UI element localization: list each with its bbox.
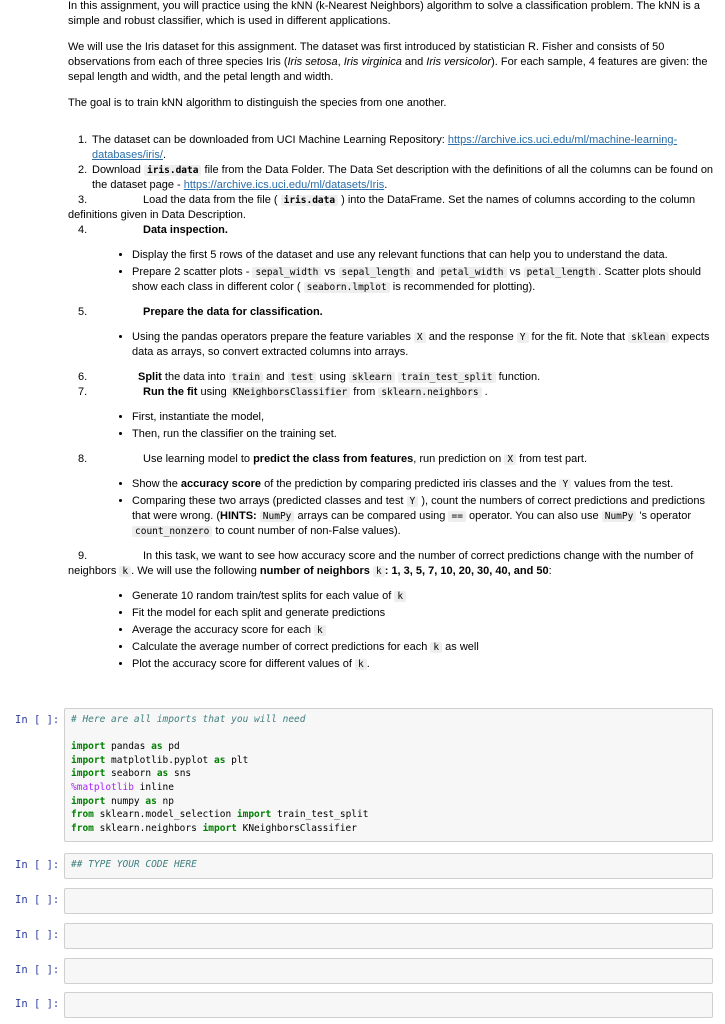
text: The dataset can be downloaded from UCI Machine Learning Repository: <box>92 134 448 146</box>
bullet <box>132 265 718 295</box>
text: and <box>401 56 427 68</box>
text: , <box>337 56 344 68</box>
code-cell-empty[interactable] <box>64 992 713 1018</box>
bold-text: accuracy score <box>180 478 262 490</box>
cell-prompt: In [ ]: <box>15 859 60 871</box>
inline-code: petal_length <box>524 267 599 278</box>
text: values from the test. <box>571 478 674 490</box>
bold-text: HINTS: <box>220 510 257 522</box>
step-9-bullets <box>68 589 718 672</box>
bold-text: : 1, 3, 5, 7, 10, 20, 30, 40, and 50 <box>384 565 549 577</box>
step-6 <box>68 370 718 385</box>
code-comment: # Here are all imports that you will need <box>71 714 306 725</box>
code-keyword: as <box>151 741 163 753</box>
text: ). For each sample, 4 features are given: the sepal length and width, and the petal length and width. <box>68 56 708 83</box>
code-text: plt <box>225 754 249 766</box>
text: Prepare 2 scatter plots - <box>132 266 253 278</box>
code-text: numpy <box>105 795 146 807</box>
text: operator. You can also use <box>465 510 602 522</box>
code-keyword: as <box>156 768 169 780</box>
code-cell-empty[interactable] <box>64 958 713 984</box>
text: Comparing these two arrays (predicted classes and test <box>132 495 407 507</box>
step-number: 6. <box>78 371 88 383</box>
code-keyword: from <box>71 809 94 821</box>
step-number: 1. <box>78 134 88 146</box>
text: In this task, we want to see how accuracy score and the number of correct predictions change with the number of neighbors <box>68 550 694 577</box>
step-7-bullets <box>92 410 718 442</box>
cell-prompt: In [ ]: <box>15 714 60 726</box>
code-block <box>71 858 706 872</box>
text: for the fit. Note that <box>528 331 629 343</box>
inline-code: train_test_split <box>398 372 496 383</box>
cell-prompt: In [ ]: <box>15 998 60 1010</box>
code-keyword: import <box>202 822 237 834</box>
bullet <box>132 657 718 672</box>
code-text: seaborn <box>105 768 157 780</box>
bullet: • Then, run the classifier on the training set. <box>132 427 718 442</box>
text: file from the Data Folder. The Data Set description with the definitions of all the columns can be found on the dataset page - <box>92 164 714 191</box>
species-versicolor: Iris versicolor <box>426 56 492 68</box>
text: from <box>350 386 379 398</box>
step-number: 4. <box>78 224 88 236</box>
text: expects data as arrays, so convert extracted columns into arrays. <box>132 331 710 358</box>
inline-code: iris.data <box>144 165 201 176</box>
iris-dataset-link[interactable]: https://archive.ics.uci.edu/ml/datasets/Iris <box>183 179 385 191</box>
code-cell-imports[interactable] <box>64 708 713 842</box>
text: using <box>197 386 230 398</box>
inline-code: k <box>373 566 385 577</box>
code-text: sklearn.model_selection <box>93 809 237 821</box>
text: Download <box>92 164 144 176</box>
inline-code: == <box>448 511 465 522</box>
inline-code: sepal_width <box>252 267 321 278</box>
inline-code: k <box>394 591 406 602</box>
steps-list <box>68 133 718 672</box>
cell-prompt: In [ ]: <box>15 894 60 906</box>
inline-code: sklearn <box>349 372 395 383</box>
code-keyword: as <box>214 754 226 766</box>
text: vs <box>506 266 524 278</box>
text: to count number of non-False values). <box>212 525 401 537</box>
inline-code: petal_width <box>438 267 507 278</box>
text: Generate 10 random train/test splits for each value of <box>132 590 395 602</box>
step-title: Split <box>138 371 162 383</box>
code-text: inline <box>133 781 174 793</box>
inline-code: sklearn.neighbors <box>378 387 481 398</box>
text: vs <box>321 266 339 278</box>
text: . <box>162 149 166 161</box>
inline-code: k <box>119 566 131 577</box>
step-8-bullets <box>92 477 718 539</box>
text: . <box>384 179 388 191</box>
step-number: 7. <box>78 386 88 398</box>
text: , run prediction on <box>413 453 505 465</box>
step-number: 9. <box>78 550 88 562</box>
inline-code: NumPy <box>260 511 295 522</box>
inline-code: train <box>229 372 264 383</box>
text: . We will use the following <box>131 565 260 577</box>
step-5-bullets <box>92 330 718 360</box>
text: the data into <box>161 371 229 383</box>
text: . Scatter plots should show each class in different color ( <box>132 266 702 293</box>
code-text: np <box>156 795 174 807</box>
inline-code: Y <box>407 496 419 507</box>
code-keyword: import <box>236 809 272 821</box>
code-text: sklearn.neighbors <box>93 822 203 834</box>
bullet <box>132 494 718 539</box>
code-text: KNeighborsClassifier <box>236 822 357 834</box>
step-title: Run the fit <box>143 386 198 398</box>
bullet: • Display the first 5 rows of the dataset and use any relevant functions that can help you to understand the data. <box>132 248 718 263</box>
step-7 <box>68 385 718 442</box>
code-keyword: from <box>71 822 94 834</box>
step-title: Data inspection. <box>143 224 228 236</box>
inline-code: k <box>355 659 367 670</box>
text: 's operator <box>636 510 692 522</box>
bullet <box>132 623 718 638</box>
step-4 <box>68 223 718 295</box>
bullet <box>132 589 718 604</box>
species-setosa: Iris setosa <box>287 56 338 68</box>
step-1 <box>68 133 718 163</box>
text: Calculate the average number of correct predictions for each <box>132 641 431 653</box>
code-magic: %matplotlib <box>71 781 134 793</box>
step-number: 8. <box>78 453 88 465</box>
step-number: 3. <box>78 194 88 206</box>
text: Plot the accuracy score for different values of <box>132 658 355 670</box>
inline-code: X <box>414 332 426 343</box>
text: using <box>316 371 349 383</box>
code-cell-type-code[interactable] <box>64 853 713 879</box>
bullet <box>132 640 718 655</box>
inline-code: sepal_length <box>339 267 414 278</box>
step-number: 5. <box>78 306 88 318</box>
step-2 <box>68 163 718 193</box>
inline-code: KNeighborsClassifier <box>230 387 350 398</box>
text: arrays can be compared using <box>294 510 449 522</box>
markdown-cell <box>68 0 718 682</box>
code-text: pandas <box>105 741 152 753</box>
code-text: pd <box>162 741 180 753</box>
code-keyword: import <box>71 795 106 807</box>
text: . <box>481 386 488 398</box>
step-9: 9. In this task, we want to see how accuracy score and the number of correct predictions change with the number of neighbors k . We will use the following number of neighbors k : 1, 3, 5, 7, 10, 20, 30, 40, and 50: • Generate 10 random train/test splits for each value of k • Fit the model for each split and generate predictions • Average the accuracy score for each k • Calculate the average number of correct predictions for each k as well • Plot the accuracy score for different values of k . <box>68 549 718 672</box>
species-virginica: Iris virginica <box>343 56 402 68</box>
text: ) into the DataFrame. Set the names of columns according to the column definitions given in Data Description. <box>68 194 696 221</box>
code-keyword: import <box>71 768 106 780</box>
bullet: • First, instantiate the model, <box>132 410 718 425</box>
code-cell-empty[interactable] <box>64 888 713 914</box>
text: of the prediction by comparing predicted iris classes and the <box>261 478 560 490</box>
inline-code: NumPy <box>602 511 637 522</box>
text: as well <box>442 641 479 653</box>
intro-paragraph-3: The goal is to train kNN algorithm to distinguish the species from one another. <box>68 97 447 109</box>
inline-code: sklean <box>628 332 668 343</box>
inline-code: seaborn.lmplot <box>304 282 390 293</box>
step-5 <box>68 305 718 360</box>
code-text: sns <box>168 768 192 780</box>
code-text: matplotlib.pyplot <box>105 754 214 766</box>
text: . <box>366 658 370 670</box>
inline-code: Y <box>559 479 571 490</box>
step-title: Prepare the data for classification. <box>143 306 323 318</box>
inline-code: X <box>504 454 516 465</box>
intro-paragraph-2 <box>68 40 718 85</box>
text: and <box>413 266 438 278</box>
bullet <box>132 330 718 360</box>
bullet <box>132 477 718 492</box>
text: Use learning model to <box>143 453 254 465</box>
text: and the response <box>425 331 517 343</box>
step-number: 2. <box>78 164 88 176</box>
uci-repository-link[interactable]: https://archive.ics.uci.edu/ml/machine-learning-databases/iris/ <box>92 134 678 161</box>
intro-paragraph-1: In this assignment, you will practice using the kNN (k-Nearest Neighbors) algorithm to solve a classification problem. The kNN is a simple and robust classifier, which is used in different applications. <box>68 0 700 27</box>
inline-code: k <box>314 625 326 636</box>
code-keyword: import <box>71 741 106 753</box>
inline-code: count_nonzero <box>132 526 212 537</box>
inline-code: test <box>288 372 317 383</box>
text: is recommended for plotting). <box>389 281 536 293</box>
step-3 <box>68 193 718 223</box>
step-4-bullets <box>92 248 718 295</box>
code-block <box>71 713 706 835</box>
inline-code: iris.data <box>281 195 338 206</box>
text: and <box>263 371 288 383</box>
text: from test part. <box>516 453 588 465</box>
code-text: train_test_split <box>271 809 369 821</box>
code-keyword: import <box>71 754 106 766</box>
code-cell-empty[interactable] <box>64 923 713 949</box>
text: Average the accuracy score for each <box>132 624 315 636</box>
bold-text: predict the class from features <box>253 453 414 465</box>
step-8 <box>68 452 718 539</box>
text: function. <box>495 371 541 383</box>
code-comment: ## TYPE YOUR CODE HERE <box>71 859 197 870</box>
text: Show the <box>132 478 181 490</box>
cell-prompt: In [ ]: <box>15 964 60 976</box>
text: We will use the Iris dataset for this assignment. The dataset was first introduced by statistician R. Fisher and consists of 50 observations from each of three species Iris ( <box>68 41 665 68</box>
text: Using the pandas operators prepare the feature variables <box>132 331 414 343</box>
inline-code: Y <box>517 332 529 343</box>
text: ), count the numbers of correct predictions and predictions that were wrong. ( <box>132 495 706 522</box>
code-keyword: as <box>145 795 157 807</box>
text: Load the data from the file ( <box>143 194 281 206</box>
bold-text: number of neighbors <box>259 565 370 577</box>
inline-code: k <box>430 642 442 653</box>
bullet: • Fit the model for each split and generate predictions <box>132 606 718 621</box>
cell-prompt: In [ ]: <box>15 929 60 941</box>
